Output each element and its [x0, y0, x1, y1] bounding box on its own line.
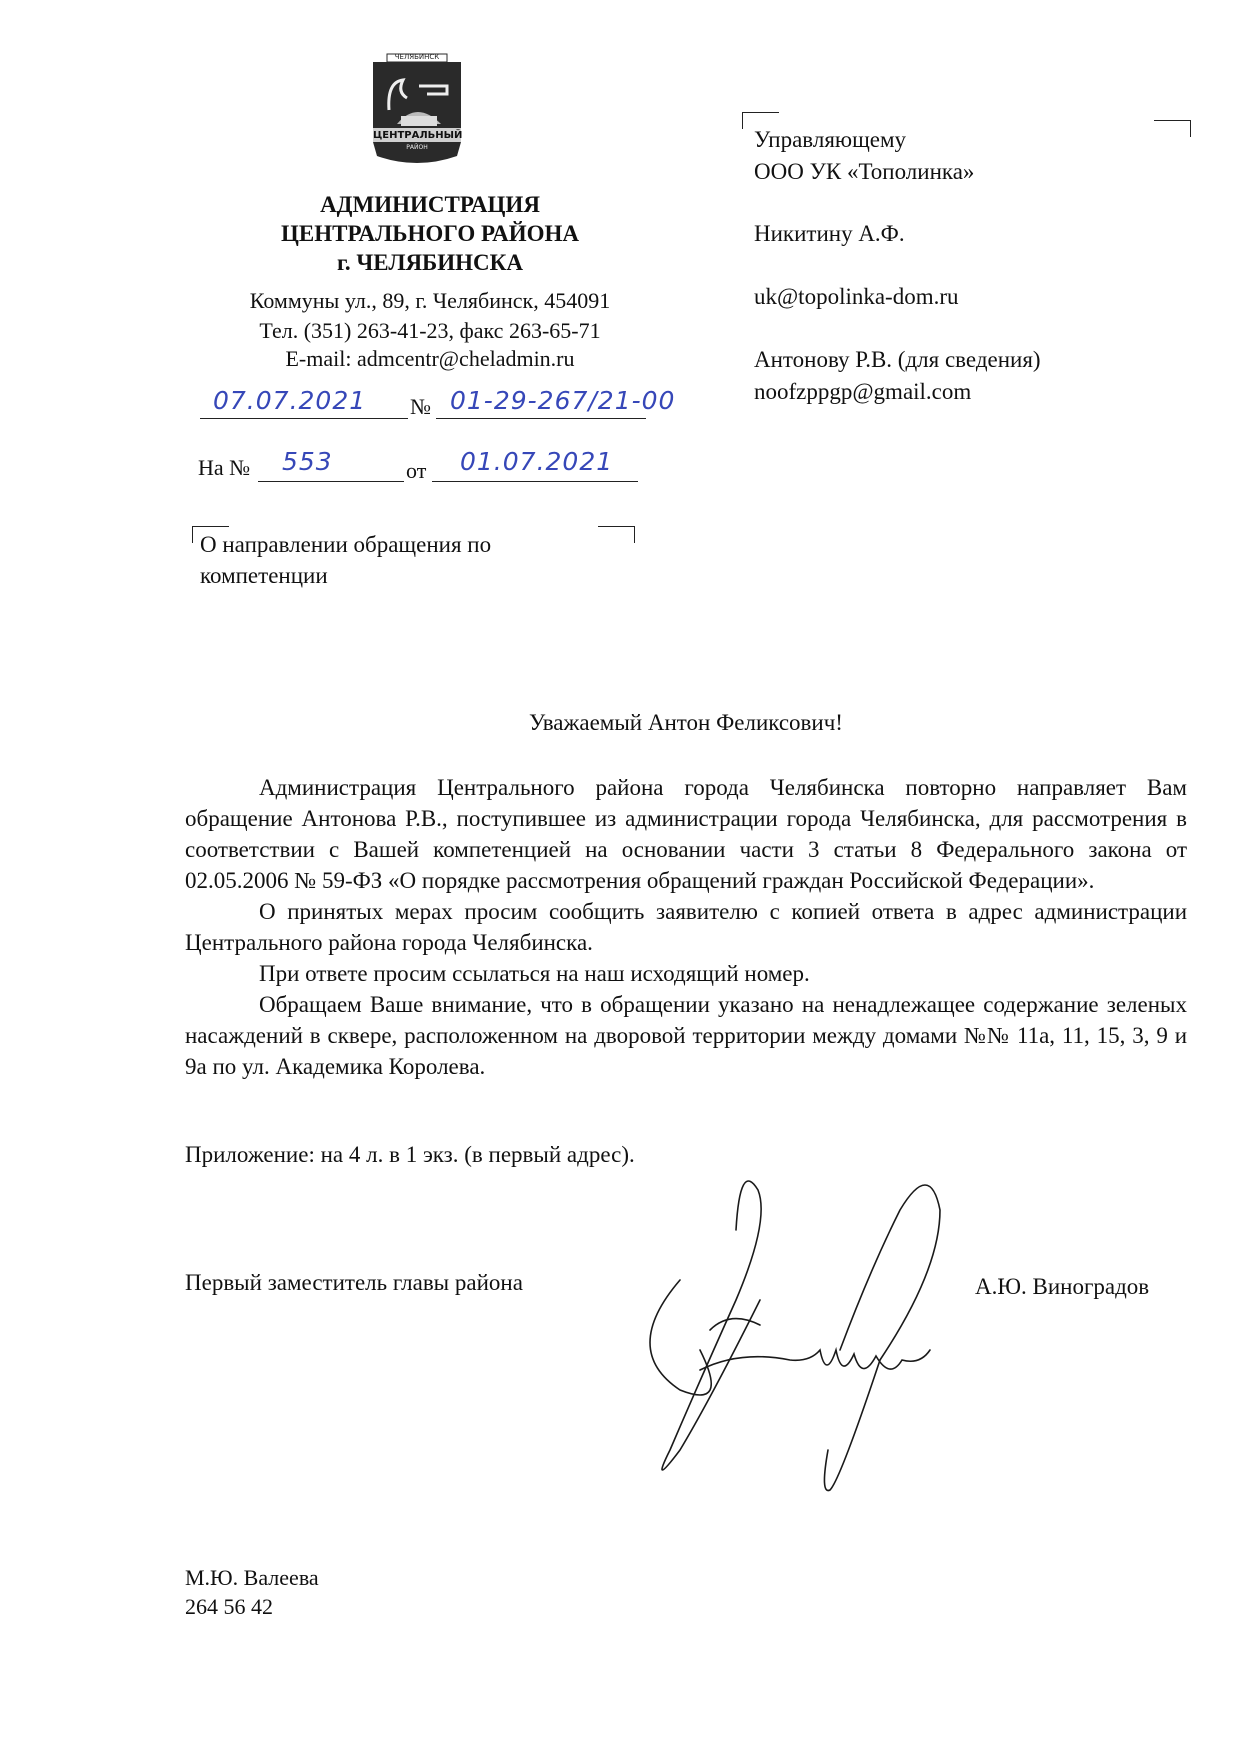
signatory-name: А.Ю. Виноградов [975, 1274, 1150, 1299]
executor-phone: 264 56 42 [185, 1594, 273, 1619]
org-address: Коммуны ул., 89, г. Челябинск, 454091 [249, 288, 611, 313]
number-underline [436, 418, 646, 419]
attachment-note: Приложение: на 4 л. в 1 экз. (в первый адрес). [185, 1142, 635, 1167]
emblem-small-text: РАЙОН [406, 144, 428, 151]
signatory-position: Первый заместитель главы района [185, 1270, 523, 1295]
recipient-bracket-right [1154, 120, 1191, 137]
outgoing-date: 07.07.2021 [213, 386, 367, 415]
org-name-line1: АДМИНИСТРАЦИЯ [320, 192, 540, 217]
org-email: E-mail: admcentr@cheladmin.ru [285, 346, 575, 371]
paragraph-1: Администрация Центрального района города Челябинска повторно направляет Вам обращение Антонова Р.В., поступившее из администрации города Челябинска, для рассмотрения в соответствии с Вашей компетенцией на основании части 3 статьи 8 Федерального закона от 02.05.2006 № 59-ФЗ «О порядке рассмотрения обращений граждан Российской Федерации». [185, 775, 1187, 893]
subject-line1: О направлении обращения по [200, 532, 492, 557]
org-name-line3: г. ЧЕЛЯБИНСКА [337, 250, 523, 275]
executor-name: М.Ю. Валеева [185, 1565, 319, 1590]
recipient-name: Никитину А.Ф. [754, 221, 905, 246]
outgoing-number: 01-29-267/21-00 [450, 386, 676, 415]
reply-date-underline [432, 481, 638, 482]
emblem-bottom-text: ЦЕНТРАЛЬНЫЙ [373, 130, 463, 141]
reply-date: 01.07.2021 [460, 447, 614, 476]
paragraph-3: При ответе просим ссылаться на наш исходящий номер. [259, 961, 810, 986]
letter-body [185, 772, 1187, 1082]
emblem-top-text: ЧЕЛЯБИНСК [394, 53, 440, 61]
recipient-line1: Управляющему [754, 127, 907, 152]
paragraph-2: О принятых мерах просим сообщить заявителю с копией ответа в адрес администрации Центрального района города Челябинска. [185, 899, 1187, 955]
cc-recipient-name: Антонову Р.В. (для сведения) [754, 347, 1041, 372]
paragraph-4: Обращаем Ваше внимание, что в обращении указано на ненадлежащее содержание зеленых насаждений в сквере, расположенном на дворовой территории между домами №№ 11а, 11, 15, 3, 9 и 9а по ул. Академика Королева. [185, 992, 1187, 1079]
org-name-line2: ЦЕНТРАЛЬНОГО РАЙОНА [280, 221, 579, 246]
number-label: № [410, 394, 431, 419]
subject-line2: компетенции [200, 563, 328, 588]
handwritten-signature [640, 1150, 980, 1510]
recipient-line2: ООО УК «Тополинка» [754, 159, 975, 184]
date-underline [200, 418, 408, 419]
org-phone: Тел. (351) 263-41-23, факс 263-65-71 [259, 318, 601, 343]
subject-bracket-right [598, 526, 635, 543]
reply-label: На № [198, 455, 251, 480]
cc-recipient-email: noofzppgp@gmail.com [754, 379, 972, 404]
reply-number: 553 [282, 447, 333, 476]
salutation: Уважаемый Антон Феликсович! [529, 710, 843, 735]
recipient-email: uk@topolinka-dom.ru [754, 284, 959, 309]
district-emblem [367, 52, 467, 170]
from-label: от [406, 458, 427, 483]
reply-number-underline [258, 481, 404, 482]
